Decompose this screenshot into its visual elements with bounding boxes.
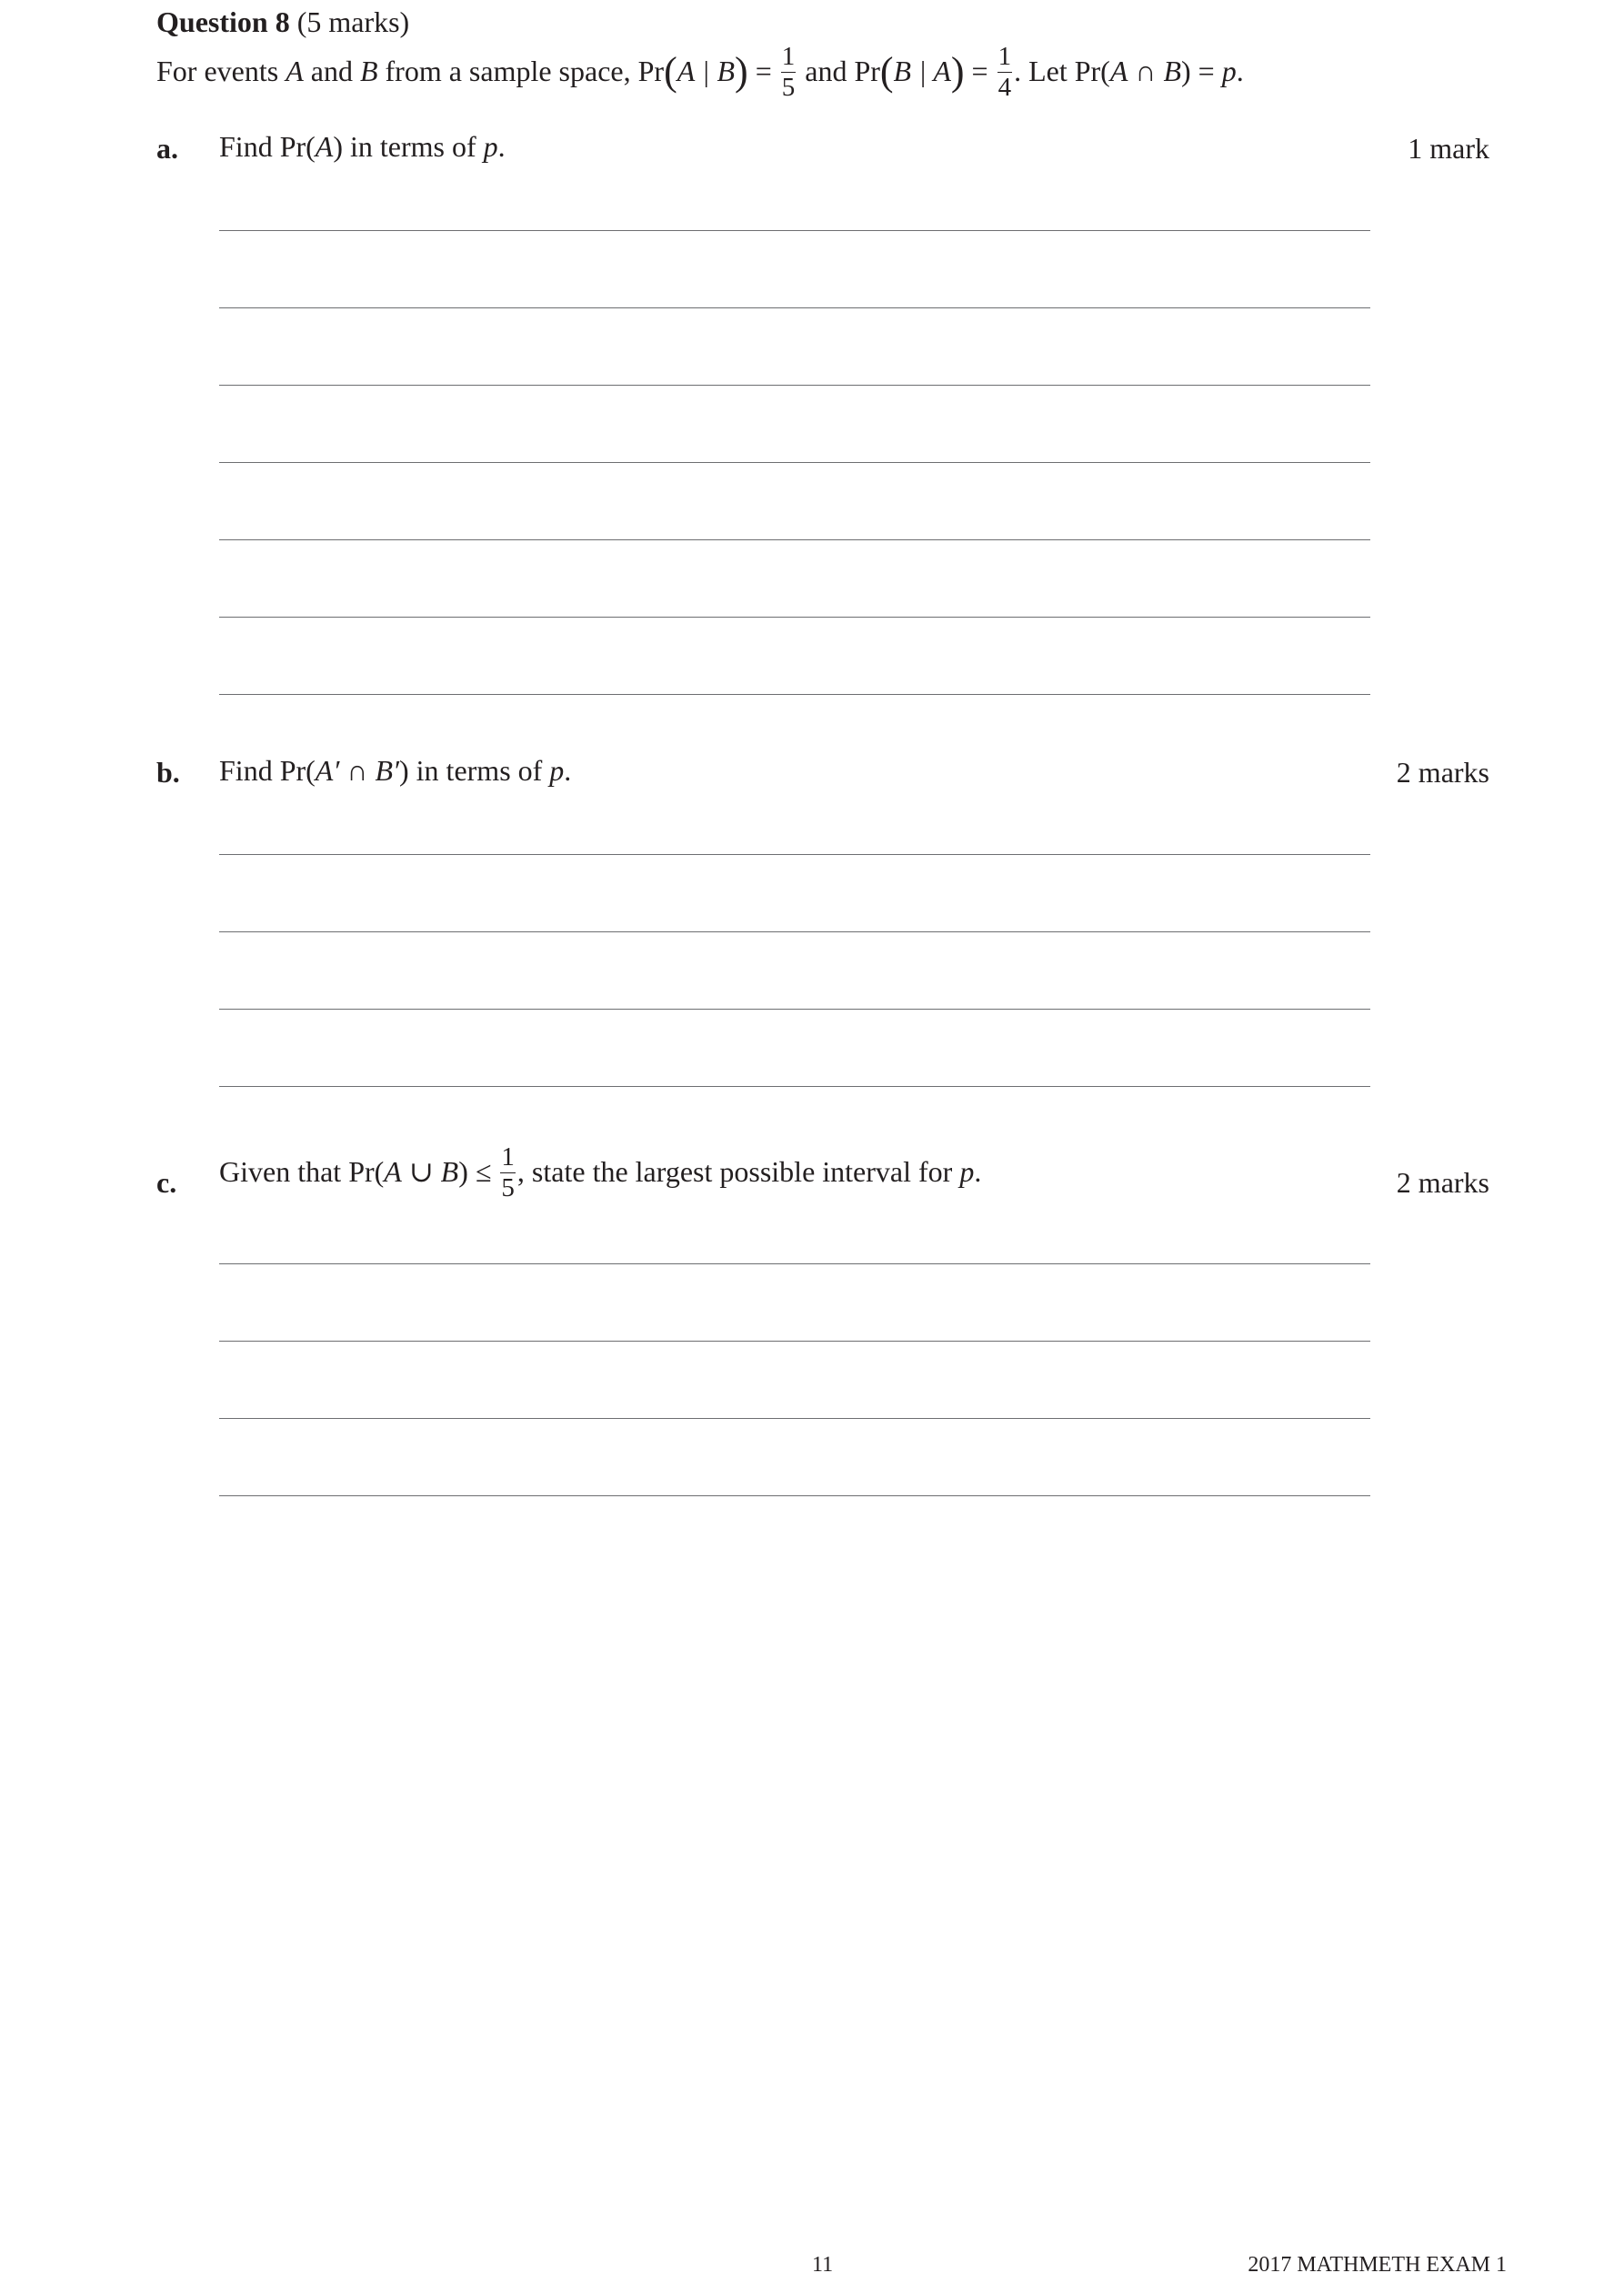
left-paren: ( (879, 48, 894, 94)
part-a-question (219, 132, 506, 161)
intersection-symbol: ∩ (339, 754, 376, 787)
intro-text: ) = (1181, 54, 1222, 87)
intro-text: from a sample space, Pr (377, 54, 665, 87)
conditional-b-given-a: B | A (893, 54, 951, 87)
answer-line[interactable] (219, 385, 1370, 386)
question-text: Given that Pr( (219, 1154, 385, 1188)
event-a: A (384, 1154, 402, 1188)
answer-line[interactable] (219, 1009, 1370, 1010)
fraction-one-fifth (500, 1144, 516, 1202)
variable-p: p (549, 754, 565, 787)
intro-text: For events (156, 54, 286, 87)
answer-line[interactable] (219, 1418, 1370, 1419)
part-c-label: c. (156, 1166, 177, 1199)
answer-line[interactable] (219, 230, 1370, 231)
question-text: Find Pr( (219, 130, 316, 163)
question-text: ) in terms of (333, 130, 484, 163)
event-a: A (315, 130, 334, 163)
fraction-one-quarter (997, 44, 1013, 101)
equals-sign: = (964, 54, 988, 87)
intro-text: and Pr (797, 54, 880, 87)
question-text: ) ≤ (458, 1154, 492, 1188)
fraction-numerator: 1 (501, 1142, 515, 1172)
equals-sign: = (747, 54, 772, 87)
intersection-symbol: ∩ (1128, 54, 1164, 87)
intro-text: . Let Pr( (1014, 54, 1110, 87)
variable-p: p (483, 130, 498, 163)
answer-line[interactable] (219, 1086, 1370, 1087)
fraction-one-fifth (781, 44, 797, 101)
right-paren: ) (735, 48, 748, 94)
left-paren: ( (664, 48, 677, 94)
event-b-complement: B′ (375, 754, 399, 787)
question-text: . (564, 754, 572, 787)
fraction-numerator: 1 (997, 42, 1012, 71)
variable-p: p (1221, 54, 1237, 87)
question-text: Find Pr( (219, 754, 316, 787)
question-number: Question 8 (156, 5, 290, 38)
fraction-denominator: 4 (997, 73, 1012, 102)
answer-line[interactable] (219, 1495, 1370, 1496)
event-a-complement: A′ (315, 754, 340, 787)
exam-name: 2017 MATHMETH EXAM 1 (1248, 2253, 1507, 2277)
event-b: B (1163, 54, 1182, 87)
part-b-question (219, 756, 571, 785)
answer-line[interactable] (219, 539, 1370, 540)
question-intro (156, 42, 1244, 103)
event-b: B (440, 1154, 459, 1188)
answer-line[interactable] (219, 617, 1370, 618)
answer-line[interactable] (219, 931, 1370, 932)
fraction-denominator: 5 (501, 1173, 515, 1202)
variable-p: p (959, 1154, 975, 1188)
part-b-marks: 2 marks (1396, 756, 1489, 789)
part-c-question (219, 1142, 982, 1203)
page-number: 11 (812, 2253, 834, 2277)
answer-line[interactable] (219, 854, 1370, 855)
event-b: B (359, 54, 378, 87)
intro-text: and (303, 54, 360, 87)
answer-line[interactable] (219, 1263, 1370, 1264)
answer-line[interactable] (219, 694, 1370, 695)
event-a: A (1109, 54, 1128, 87)
fraction-denominator: 5 (781, 73, 796, 102)
answer-line[interactable] (219, 307, 1370, 308)
right-paren: ) (950, 48, 965, 94)
union-symbol: ∪ (401, 1154, 441, 1188)
conditional-a-given-b: A | B (677, 54, 736, 87)
intro-text: . (1236, 54, 1244, 87)
answer-line[interactable] (219, 462, 1370, 463)
part-b-label: b. (156, 756, 180, 789)
part-a-marks: 1 mark (1408, 132, 1489, 165)
question-marks: (5 marks) (296, 5, 410, 38)
event-a: A (286, 54, 304, 87)
question-text: . (974, 1154, 982, 1188)
question-text: ) in terms of (399, 754, 550, 787)
answer-line[interactable] (219, 1341, 1370, 1342)
question-title (156, 7, 409, 36)
part-c-marks: 2 marks (1396, 1166, 1489, 1199)
fraction-numerator: 1 (781, 42, 796, 71)
question-text: , state the largest possible interval for (516, 1154, 960, 1188)
question-text: . (497, 130, 506, 163)
part-a-label: a. (156, 132, 178, 165)
